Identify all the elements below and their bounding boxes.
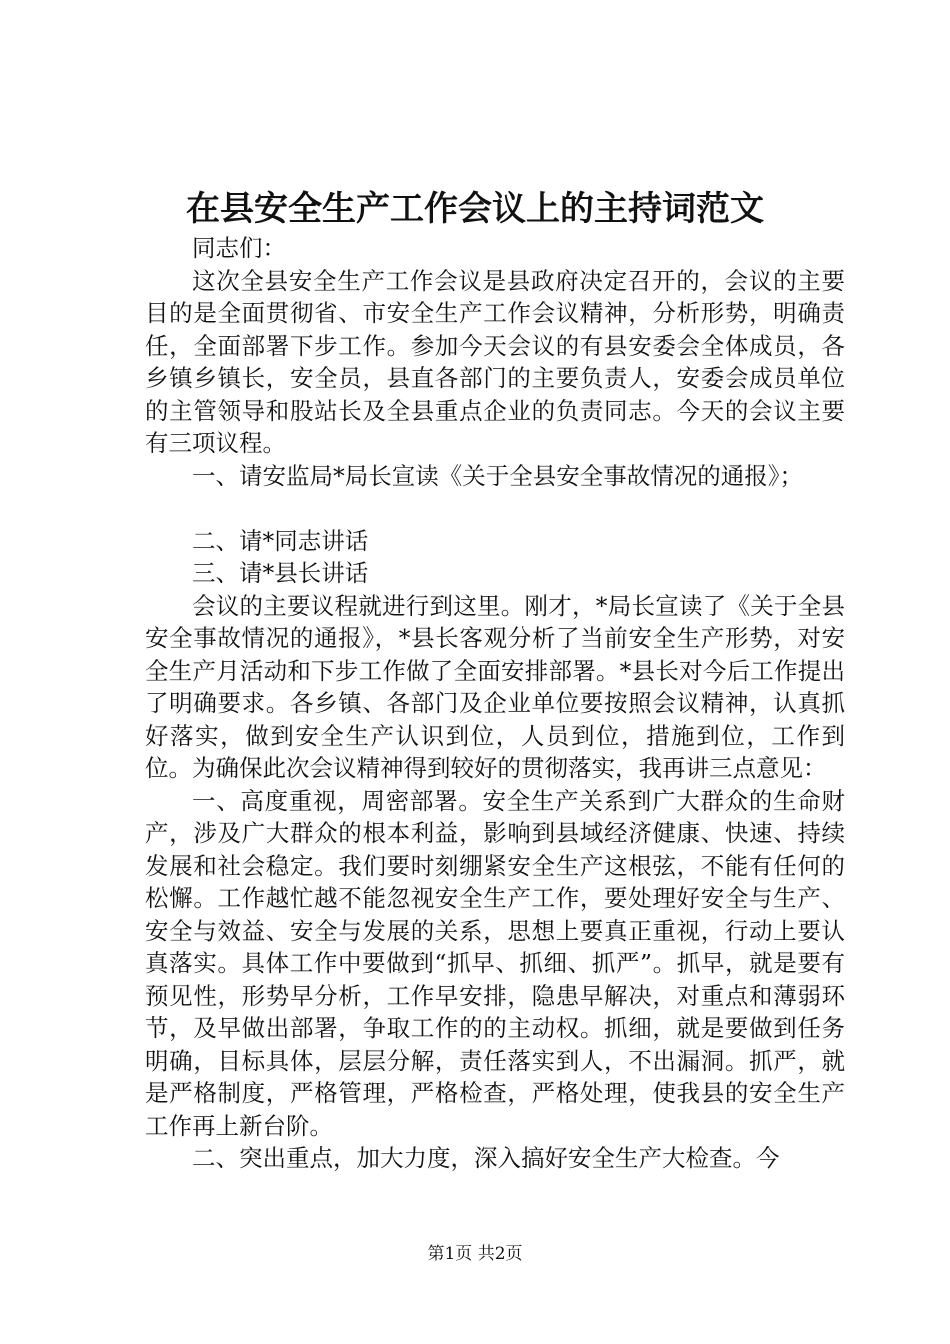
paragraph-point-2: 二、突出重点，加大力度，深入搞好安全生产大检查。今 (192, 1144, 780, 1172)
document-body (145, 232, 845, 1175)
agenda-item-3: 三、请*县长讲话 (192, 559, 369, 587)
salutation: 同志们： (192, 234, 286, 262)
page-footer: 第1页 共2页 (427, 1244, 523, 1264)
paragraph-summary: 会议的主要议程就进行到这里。刚才，*局长宣读了《关于全县安全事故情况的通报》，*县长客观分析了当前安全生产形势，对安全生产月活动和下步工作做了全面安排部署。*县长对今后工作提出了明确要求。各乡镇、各部门及企业单位要按照会议精神，认真抓好落实，做到安全生产认识到位，人员到位，措施到位，工作到位。为确保此次会议精神得到较好的贯彻落实，我再讲三点意见： (145, 591, 845, 782)
agenda-item-2: 二、请*同志讲话 (192, 526, 369, 555)
document-title: 在县安全生产工作会议上的主持词范文 (186, 189, 764, 229)
paragraph-point-1: 一、高度重视，周密部署。安全生产关系到广大群众的生命财产，涉及广大群众的根本利益，影响到县域经济健康、快速、持续发展和社会稳定。我们要时刻绷紧安全生产这根弦，不能有任何的松懈。工作越忙越不能忽视安全生产工作，要处理好安全与生产、安全与效益、安全与发展的关系，思想上要真正重视，行动上要认真落实。具体工作中要做到“抓早、抓细、抓严”。抓早，就是要有预见性，形势早分析，工作早安排，隐患早解决，对重点和薄弱环节，及早做出部署，争取工作的的主动权。抓细，就是要做到任务明确，目标具体，层层分解，责任落实到人，不出漏洞。抓严，就是严格制度，严格管理，严格检查，严格处理，使我县的安全生产工作再上新台阶。 (145, 786, 845, 1140)
paragraph-intro: 这次全县安全生产工作会议是县政府决定召开的，会议的主要目的是全面贯彻省、市安全生产工作会议精神，分析形势，明确责任，全面部署下步工作。参加今天会议的有县安委会全体成员，各乡镇乡镇长，安全员，县直各部门的主要负责人，安委会成员单位的主管领导和股站长及全县重点企业的负责同志。今天的会议主要有三项议程。 (145, 266, 845, 457)
agenda-item-1: 一、请安监局*局长宣读《关于全县安全事故情况的通报》； (192, 461, 803, 490)
